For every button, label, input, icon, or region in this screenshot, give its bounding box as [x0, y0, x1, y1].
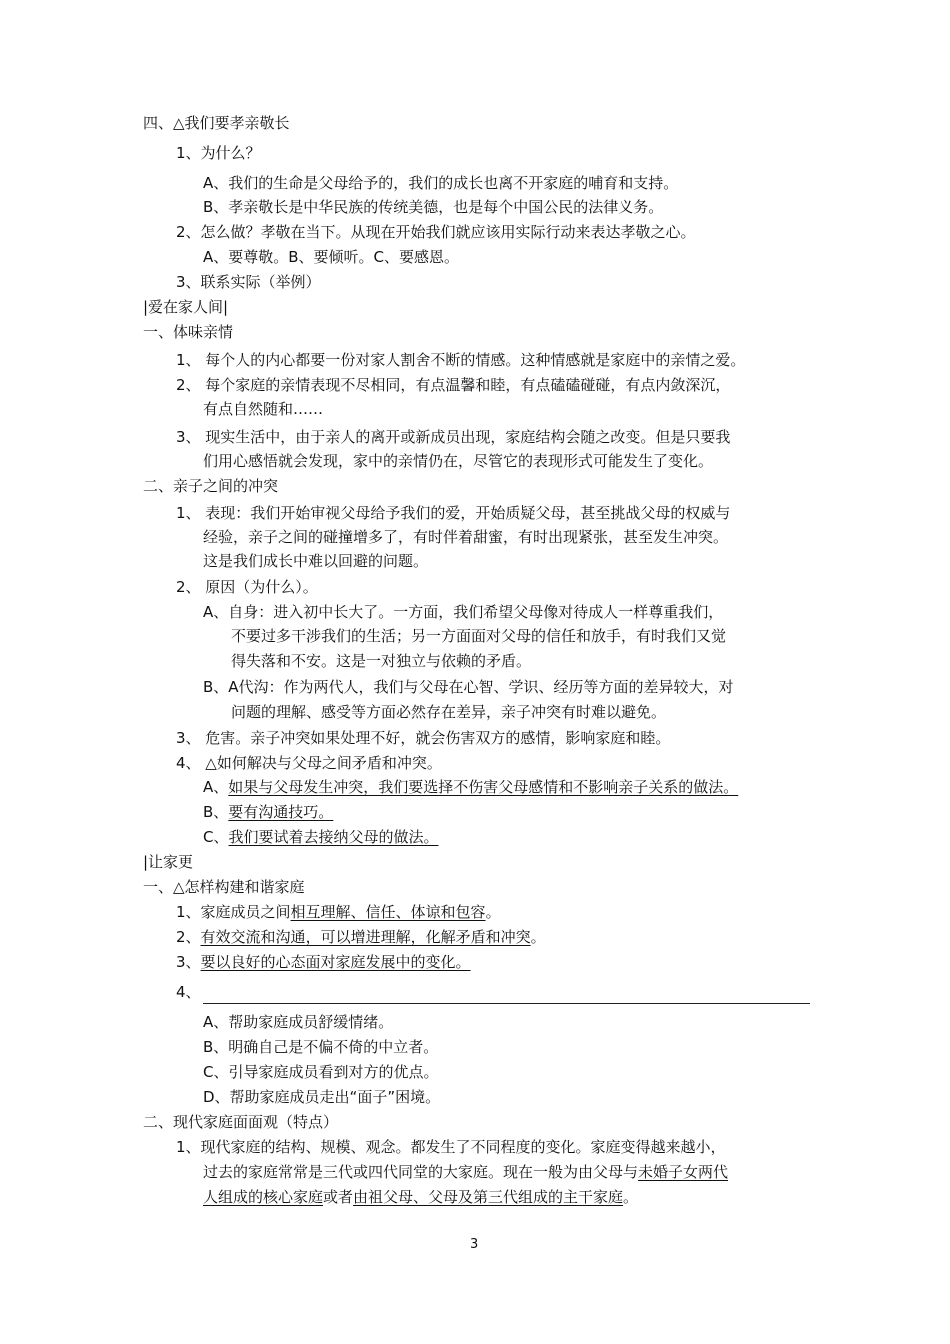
line-text: 2、	[176, 928, 201, 946]
underlined-line	[203, 802, 333, 822]
body-line: 2、 原因（为什么）。	[176, 578, 318, 596]
question-line: 3、联系实际（举例）	[176, 273, 321, 291]
body-line: B、A代沟：作为两代人，我们与父母在心智、学识、经历等方面的差异较大，对	[203, 678, 734, 696]
section-heading: 二、亲子之间的冲突	[143, 477, 279, 495]
item-prefix: B、	[203, 803, 229, 821]
underlined-text: 人组成的核心家庭	[203, 1188, 324, 1206]
question-line: 1、为什么？	[176, 144, 261, 162]
item-prefix: A、	[203, 778, 229, 796]
underlined-text: 由祖父母、父母及第三代组成的主干家庭	[353, 1188, 624, 1206]
body-line: A、帮助家庭成员舒缓情绪。	[203, 1013, 394, 1031]
body-line: 这是我们成长中难以回避的问题。	[203, 552, 429, 570]
body-line: 3、 危害。亲子冲突如果处理不好，就会伤害双方的感情，影响家庭和睦。	[176, 729, 671, 747]
body-line: 得失落和不安。这是一对独立与依赖的矛盾。	[231, 652, 532, 670]
blank-item-number: 4、	[176, 983, 201, 1001]
body-line: 1、现代家庭的结构、规模、观念。都发生了不同程度的变化。家庭变得越来越小，	[176, 1138, 726, 1156]
underlined-text: 我们要试着去接纳父母的做法。	[228, 828, 439, 846]
body-line: 1、 表现：我们开始审视父母给予我们的爱，开始质疑父母，甚至挑战父母的权威与	[176, 504, 731, 522]
lesson-title: |让家更	[143, 853, 194, 871]
underlined-line	[203, 777, 738, 797]
body-line: 1、 每个人的内心都要一份对家人割舍不断的情感。这种情感就是家庭中的亲情之爱。	[176, 351, 746, 369]
underlined-line	[176, 902, 501, 922]
body-line: D、帮助家庭成员走出“面子”困境。	[203, 1088, 441, 1106]
body-line: B、明确自己是不偏不倚的中立者。	[203, 1038, 439, 1056]
underlined-text: 未婚子女两代	[638, 1163, 729, 1181]
underlined-text: 相互理解、信任、体谅和包容	[290, 903, 486, 921]
answer-line: A、我们的生命是父母给予的，我们的成长也离不开家庭的哺育和支持。	[203, 174, 679, 192]
body-line: C、引导家庭成员看到对方的优点。	[203, 1063, 439, 1081]
section-heading: 一、△怎样构建和谐家庭	[143, 878, 305, 896]
body-line: 4、 △如何解决与父母之间矛盾和冲突。	[176, 754, 442, 772]
line-text: 。	[485, 903, 501, 921]
underlined-text: ，可以增进理解，化解矛盾和冲突	[305, 928, 531, 946]
underlined-line	[203, 1162, 728, 1182]
underlined-line	[176, 952, 471, 972]
question-line: 2、怎么做？孝敬在当下。从现在开始我们就应该用实际行动来表达孝敬之心。	[176, 223, 696, 241]
blank-answer-line	[203, 1003, 810, 1004]
underlined-text: 要有沟通技巧。	[228, 803, 334, 821]
section-heading: 四、△我们要孝亲敬长	[143, 114, 290, 132]
body-line: 不要过多干涉我们的生活；另一方面面对父母的信任和放手，有时我们又觉	[231, 627, 727, 645]
underlined-text: 要以良好的心态面对家庭发展中的变化。	[200, 953, 471, 971]
underlined-line	[203, 827, 439, 847]
line-text: 。	[623, 1188, 639, 1206]
section-heading: 一、体味亲情	[143, 323, 234, 341]
body-line: 有点自然随和……	[203, 400, 324, 418]
line-text: 3、	[176, 953, 201, 971]
line-text: 过去的家庭常常是三代或四代同堂的大家庭。现在一般为由父母与	[203, 1163, 639, 1181]
underlined-text: 有效交流和沟通	[200, 928, 306, 946]
body-line: 问题的理解、感受等方面必然存在差异，亲子冲突有时难以避免。	[231, 703, 667, 721]
answer-line: A、要尊敬。B、要倾听。C、要感恩。	[203, 248, 460, 266]
underlined-text: 如果与父母发生冲突，我们要选择不伤害父母感情和不影响亲子关系的做法。	[228, 778, 739, 796]
line-text: 。	[530, 928, 546, 946]
underlined-line	[176, 927, 546, 947]
line-text: 或者	[323, 1188, 354, 1206]
body-line: A、自身：进入初中长大了。一方面，我们希望父母像对待成人一样尊重我们，	[203, 603, 724, 621]
item-prefix: C、	[203, 828, 229, 846]
body-line: 3、 现实生活中，由于亲人的离开或新成员出现，家庭结构会随之改变。但是只要我	[176, 428, 731, 446]
answer-line: B、孝亲敬长是中华民族的传统美德，也是每个中国公民的法律义务。	[203, 198, 664, 216]
body-line: 们用心感悟就会发现，家中的亲情仍在，尽管它的表现形式可能发生了变化。	[203, 452, 714, 470]
page-number: 3	[470, 1237, 479, 1252]
underlined-line	[203, 1187, 638, 1207]
section-heading: 二、现代家庭面面观（特点）	[143, 1113, 339, 1131]
lesson-title: |爱在家人间|	[143, 298, 229, 316]
body-line: 经验，亲子之间的碰撞增多了，有时伴着甜蜜，有时出现紧张，甚至发生冲突。	[203, 528, 729, 546]
body-line: 2、 每个家庭的亲情表现不尽相同，有点温馨和睦，有点磕磕碰碰，有点内敛深沉，	[176, 376, 731, 394]
line-text: 1、家庭成员之间	[176, 903, 291, 921]
